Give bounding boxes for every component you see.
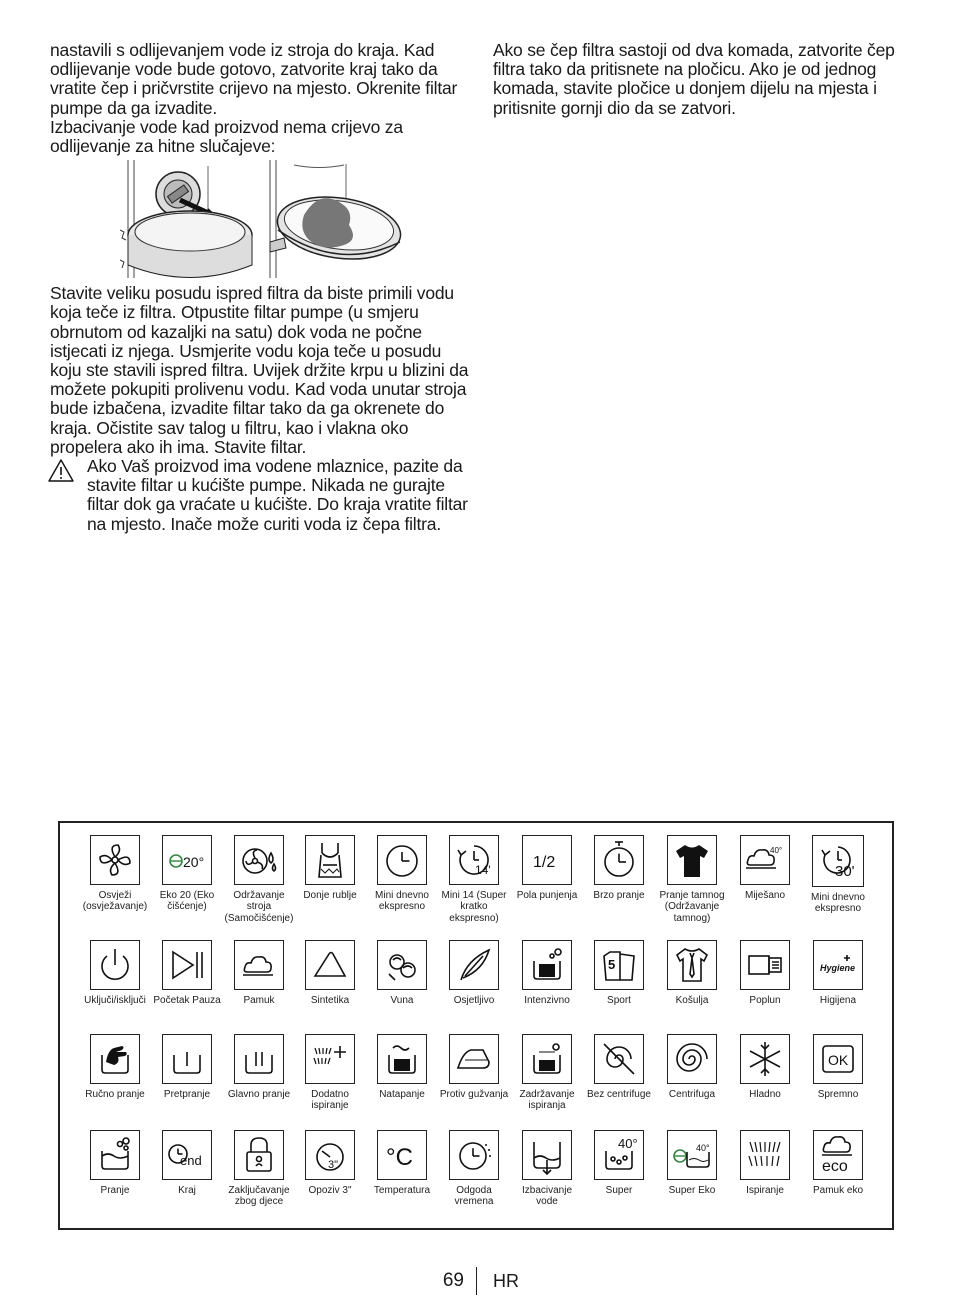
page-number: 69 — [442, 1270, 464, 1291]
legend-label: Bez centrifuge — [587, 1089, 651, 1100]
legend-label: Sintetika — [310, 995, 350, 1006]
legend-item-fan — [78, 835, 152, 913]
legend-item-clock-30 — [801, 835, 875, 915]
language-code: HR — [493, 1271, 519, 1291]
legend-label: Pranje — [100, 1185, 130, 1196]
legend-label: Hladno — [749, 1089, 781, 1100]
svg-text:1/2: 1/2 — [533, 854, 556, 871]
legend-label: Temperatura — [373, 1185, 431, 1196]
paragraph-drain-end: nastavili s odlijevanjem vode iz stroja do kraja. Kad odlijevanje vode bude gotovo, zatvorite kraj tako da vratite čep i pričvrstite crijevo na mjesto. Okrenite filtar pumpe da ga izvadite. — [50, 40, 458, 118]
rinse-hold-icon — [522, 1034, 572, 1084]
legend-label: Glavno pranje — [227, 1089, 291, 1100]
legend-label: Mini dnevno ekspresno — [811, 892, 865, 915]
legend-label: Vuna — [390, 995, 414, 1006]
drain-icon — [522, 1130, 572, 1180]
svg-text:end: end — [180, 1153, 202, 1168]
legend-item-shirt-tie — [655, 940, 729, 1006]
svg-text:°C: °C — [386, 1144, 413, 1171]
legend-label: Eko 20 (Eko čišćenje) — [159, 890, 215, 913]
svg-text:Hygiene: Hygiene — [820, 963, 856, 973]
main-wash-icon — [234, 1034, 284, 1084]
lingerie-icon — [305, 835, 355, 885]
legend-item-child-lock — [222, 1130, 296, 1208]
legend-item-wash — [78, 1130, 152, 1196]
legend-label: Osjetljivo — [453, 995, 495, 1006]
svg-text:OK: OK — [828, 1052, 849, 1068]
filter-removal-illustration — [120, 160, 253, 278]
legend-label: Dodatno ispiranje — [311, 1089, 349, 1112]
legend-label: Super Eko — [668, 1185, 716, 1196]
legend-item-spin — [655, 1034, 729, 1100]
legend-item-play-pause — [150, 940, 224, 1006]
spin-icon — [667, 1034, 717, 1084]
warning-text: Ako Vaš proizvod ima vodene mlaznice, pazite da stavite filtar u kućište pumpe. Nikada ne gurajte filtar dok ga vraćate u kućište. Do kraja vratite filtar na mjesto. Inače može curiti voda iz čepa filtra. — [87, 456, 468, 534]
duvet-icon — [740, 940, 790, 990]
legend-item-cotton — [222, 940, 296, 1006]
play-pause-icon — [162, 940, 212, 990]
legend-item-drum-clean — [222, 835, 296, 924]
legend-item-temperature — [365, 1130, 439, 1196]
clock-14-icon — [449, 835, 499, 885]
clock-icon — [377, 835, 427, 885]
legend-label: Brzo pranje — [593, 890, 645, 901]
legend-item-hold-3s — [293, 1130, 367, 1196]
half-load-icon — [522, 835, 572, 885]
legend-item-mixed-40 — [728, 835, 802, 901]
legend-label: Super — [605, 1185, 633, 1196]
legend-item-snowflake — [728, 1034, 802, 1100]
temperature-icon — [377, 1130, 427, 1180]
snowflake-icon — [740, 1034, 790, 1084]
child-lock-icon — [234, 1130, 284, 1180]
hygiene-icon — [813, 940, 863, 990]
legend-label: Higijena — [819, 995, 857, 1006]
handwash-icon — [90, 1034, 140, 1084]
fan-icon — [90, 835, 140, 885]
ok-icon — [813, 1034, 863, 1084]
eco20-icon — [162, 835, 212, 885]
soak-icon — [377, 1034, 427, 1084]
legend-label: Košulja — [675, 995, 709, 1006]
legend-item-extra-rinse — [293, 1034, 367, 1112]
legend-item-wool — [365, 940, 439, 1006]
legend-item-cotton-eco — [801, 1130, 875, 1196]
paragraph-filter-cap: Ako se čep filtra sastoji od dva komada, zatvorite čep filtra tako da pritisnete na pločicu. Ako je od jednog komada, stavite pločice u donjem dijelu na mjesta i pritisnite gornji dio da se zatvori. — [493, 40, 895, 118]
svg-text:40°: 40° — [618, 1136, 638, 1151]
water-drain-illustration — [264, 160, 404, 278]
extra-rinse-icon — [305, 1034, 355, 1084]
legend-label: Spremno — [817, 1089, 859, 1100]
page-footer — [0, 1270, 954, 1294]
left-column — [50, 41, 470, 534]
legend-item-power — [78, 940, 152, 1006]
legend-label: Pamuk — [243, 995, 275, 1006]
legend-item-half-load — [510, 835, 584, 901]
cotton-icon — [234, 940, 284, 990]
dark-shirt-icon — [667, 835, 717, 885]
legend-label: Izbacivanje vode — [521, 1185, 573, 1208]
legend-item-intensive — [510, 940, 584, 1006]
legend-label: Protiv gužvanja — [439, 1089, 509, 1100]
legend-item-rinse — [728, 1130, 802, 1196]
legend-item-anti-crease — [437, 1034, 511, 1100]
clock-30-icon — [812, 835, 864, 887]
mixed-40-icon — [740, 835, 790, 885]
legend-label: Zadržavanje ispiranja — [519, 1089, 575, 1112]
delay-icon — [449, 1130, 499, 1180]
legend-item-dark-shirt — [655, 835, 729, 924]
legend-label: Donje rublje — [303, 890, 357, 901]
cotton-eco-icon — [813, 1130, 863, 1180]
legend-item-clock-14 — [437, 835, 511, 924]
intensive-icon — [522, 940, 572, 990]
legend-item-drain — [510, 1130, 584, 1208]
legend-label: Centrifuga — [668, 1089, 716, 1100]
legend-label: Osvježi (osvježavanje) — [82, 890, 148, 913]
svg-text:5: 5 — [608, 957, 616, 972]
legend-item-quick-clock — [582, 835, 656, 901]
filter-illustrations — [50, 160, 470, 280]
paragraph-drain-instructions: Stavite veliku posudu ispred filtra da biste primili vodu koja teče iz filtra. Otpustite filtar pumpe (u smjeru obrnutom od kazaljki na satu) dok voda ne počne istjecati iz njega. Usmjerite vodu koja teče u posudu koju ste stavili ispred filtra. Uvijek držite krpu u blizini da možete pokupiti prolivenu vodu. Kad voda unutar stroja bude izbačena, izvadite filtar tako da ga okrenete do kraja. Očistite sav talog u filtru, kao i vlakna oko propelera ako ih ima. Stavite filtar. — [50, 283, 469, 457]
legend-item-end — [150, 1130, 224, 1196]
svg-text:eco: eco — [822, 1158, 848, 1175]
svg-text:40°: 40° — [770, 846, 783, 855]
svg-text:20°: 20° — [183, 854, 205, 870]
legend-label: Sport — [607, 995, 631, 1006]
legend-item-duvet — [728, 940, 802, 1006]
prewash-icon — [162, 1034, 212, 1084]
legend-item-feather — [437, 940, 511, 1006]
legend-item-ok — [801, 1034, 875, 1100]
warning-triangle-icon — [47, 458, 75, 483]
legend-item-no-spin — [582, 1034, 656, 1100]
legend-label: Intenzivno — [524, 995, 570, 1006]
right-column — [493, 41, 898, 118]
synthetic-icon — [305, 940, 355, 990]
legend-item-eco20 — [150, 835, 224, 913]
legend-label: Pola punjenja — [516, 890, 578, 901]
power-icon — [90, 940, 140, 990]
legend-item-super-40 — [582, 1130, 656, 1196]
symbol-legend — [58, 821, 894, 1230]
legend-label: Odgoda vremena — [454, 1185, 494, 1208]
legend-label: Opoziv 3" — [308, 1185, 352, 1196]
legend-label: Kraj — [178, 1185, 196, 1196]
legend-item-clock — [365, 835, 439, 913]
legend-label: Uključi/isključi — [84, 995, 146, 1006]
footer-divider — [476, 1267, 477, 1295]
svg-text:40°: 40° — [696, 1143, 710, 1153]
wool-icon — [377, 940, 427, 990]
legend-item-synthetic — [293, 940, 367, 1006]
rinse-icon — [740, 1130, 790, 1180]
legend-label: Održavanje stroja (Samočišćenje) — [224, 890, 294, 924]
legend-item-handwash — [78, 1034, 152, 1100]
legend-label: Miješano — [744, 890, 786, 901]
warning-note — [50, 457, 470, 534]
quick-clock-icon — [594, 835, 644, 885]
legend-item-prewash — [150, 1034, 224, 1100]
legend-label: Pranje tamnog (Održavanje tamnog) — [659, 890, 725, 924]
svg-text:3": 3" — [328, 1159, 339, 1171]
svg-text:14': 14' — [475, 863, 491, 877]
no-spin-icon — [594, 1034, 644, 1084]
legend-item-super-eco — [655, 1130, 729, 1196]
legend-item-main-wash — [222, 1034, 296, 1100]
legend-label: Mini 14 (Super kratko ekspresno) — [441, 890, 507, 924]
end-icon — [162, 1130, 212, 1180]
legend-label: Početak Pauza — [153, 995, 221, 1006]
legend-item-lingerie — [293, 835, 367, 901]
svg-text:30': 30' — [835, 863, 855, 880]
legend-label: Ručno pranje — [85, 1089, 145, 1100]
legend-item-sport — [582, 940, 656, 1006]
legend-label: Pretpranje — [163, 1089, 211, 1100]
super-eco-icon — [667, 1130, 717, 1180]
legend-item-hygiene — [801, 940, 875, 1006]
legend-label: Pamuk eko — [812, 1185, 864, 1196]
super-40-icon — [594, 1130, 644, 1180]
legend-label: Mini dnevno ekspresno — [375, 890, 429, 913]
legend-item-delay — [437, 1130, 511, 1208]
legend-label: Poplun — [749, 995, 781, 1006]
legend-item-soak — [365, 1034, 439, 1100]
sport-icon — [594, 940, 644, 990]
drum-clean-icon — [234, 835, 284, 885]
feather-icon — [449, 940, 499, 990]
hold-3s-icon — [305, 1130, 355, 1180]
legend-label: Ispiranje — [746, 1185, 784, 1196]
paragraph-emergency-heading: Izbacivanje vode kad proizvod nema crijevo za odlijevanje za hitne slučajeve: — [50, 116, 403, 157]
legend-label: Natapanje — [379, 1089, 425, 1100]
anti-crease-icon — [449, 1034, 499, 1084]
legend-item-rinse-hold — [510, 1034, 584, 1112]
wash-icon — [90, 1130, 140, 1180]
shirt-tie-icon — [667, 940, 717, 990]
legend-label: Zaključavanje zbog djece — [228, 1185, 290, 1208]
